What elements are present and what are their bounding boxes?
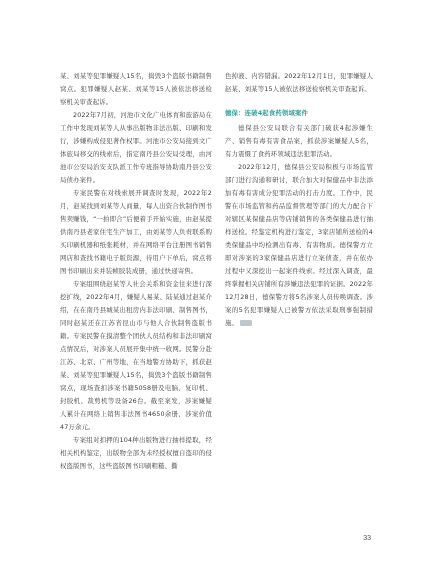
right-column — [225, 70, 373, 330]
left-column — [60, 70, 212, 473]
left-paragraph-1: 某、刘某等犯罪嫌疑人15名，捣毁3个盗版书籍制售窝点。犯罪嫌疑人赵某、刘某等15人被依法移送检察机关审查起诉。 — [60, 72, 212, 106]
image-icon — [240, 320, 252, 326]
left-paragraph-5: 专案组对扣押的104种出版物进行抽样提取，经相关机构鉴定，出版物全部为未经授权擅自盗印的侵权盗版图书，这些盗版图书印刷粗糙、撕 — [60, 436, 212, 470]
left-paragraph-2: 2022年7月初，河池市文化广电体育和旅游局在工作中发现刘某等人从事出版物非法出版、印刷和发行，涉嫌构成侵犯著作权罪。河池市公安局接到文广体旅局移交的线索后，指定南丹县公安局受理，由河池市公安局治安支队派工作专班指导协助南丹县公安局侦办案件。 — [60, 111, 212, 184]
left-paragraph-3: 专案民警在对线索展开调查时发现，2022年2月，赵某找到刘某等人商量，每人出资合伙制作图书售卖赚钱，“一拍即合”后便着手开始实施，由赵某提供南丹县老家住宅生产加工，由刘某等人负责联系购买印刷机器和纸张耗材，并在网络平台注册图书销售网店和查找书籍电子版资源，待用户下单后，窝点将图书印刷出来并装帧胶装成册，通过快递寄售。 — [60, 189, 212, 275]
page-number: 33 — [363, 535, 371, 542]
left-paragraph-4: 专案组围绕赵某等人社会关系和资金往来进行深挖扩线，2022年4月，嫌疑人易某、陆某通过赵某介绍，在在南丹县城某出租房内非法印刷、制售图书，同时赵某还在江苏省昆山市与他人合伙制售盗版书籍。专案民警在摸清整个团伙人员结构和非法印刷窝点情况后，对涉案人员展开集中统一收网。民警分赴江苏、北京、广州等地，在当地警方协助下，抓获赵某、刘某等犯罪嫌疑人15名，捣毁3个盗版书籍制售窝点，现场查扣涉案书籍5058册及电脑、复印机、封胶机、裁剪机等设备26台。截至案发，涉案嫌疑人累计在网络上销售非法图书4650余册，涉案价值47万余元。 — [60, 280, 212, 431]
right-paragraph-3-text: 2022年12月，德保县公安局积极与市场监管部门进行沟通和研讨，联合加大对保健品中非法添加有毒有害成分犯罪活动的打击力度。工作中，民警在市场监管和药品监督管理等部门的大力配合下对辖区某保健品店等店铺销售的各类保健品进行抽样送检。经鉴定机构进行鉴定，3家店铺所送检的4类保健品中均检测出有毒、有害物质。德保警方立即对涉案的3家保健品店进行立案侦查，并在依办过程中又深挖出一起案件线索。经过深入调查，最终掌握相关店铺所有涉嫌违法犯罪的证据。2022年12月28日，德保警方将5名涉案人员传唤调查。涉案的5名犯罪嫌疑人已被警方依法采取刑事强制措施。 — [225, 163, 373, 327]
right-paragraph-1: 色掉液、内容错漏。2022年12月1日，犯罪嫌疑人赵某、刘某等15人被依法移送检察机关审查起诉。 — [225, 72, 373, 93]
section-heading: 德保：连破4起食药领域案件 — [225, 109, 309, 117]
right-paragraph-2: 德保县公安局联合有关部门破获4起涉嫌生产、销售有毒有害食品案，抓获涉案嫌疑人5名，有力震慑了食药环领域违法犯罪活动。 — [225, 124, 373, 158]
right-paragraph-3 — [225, 161, 373, 330]
